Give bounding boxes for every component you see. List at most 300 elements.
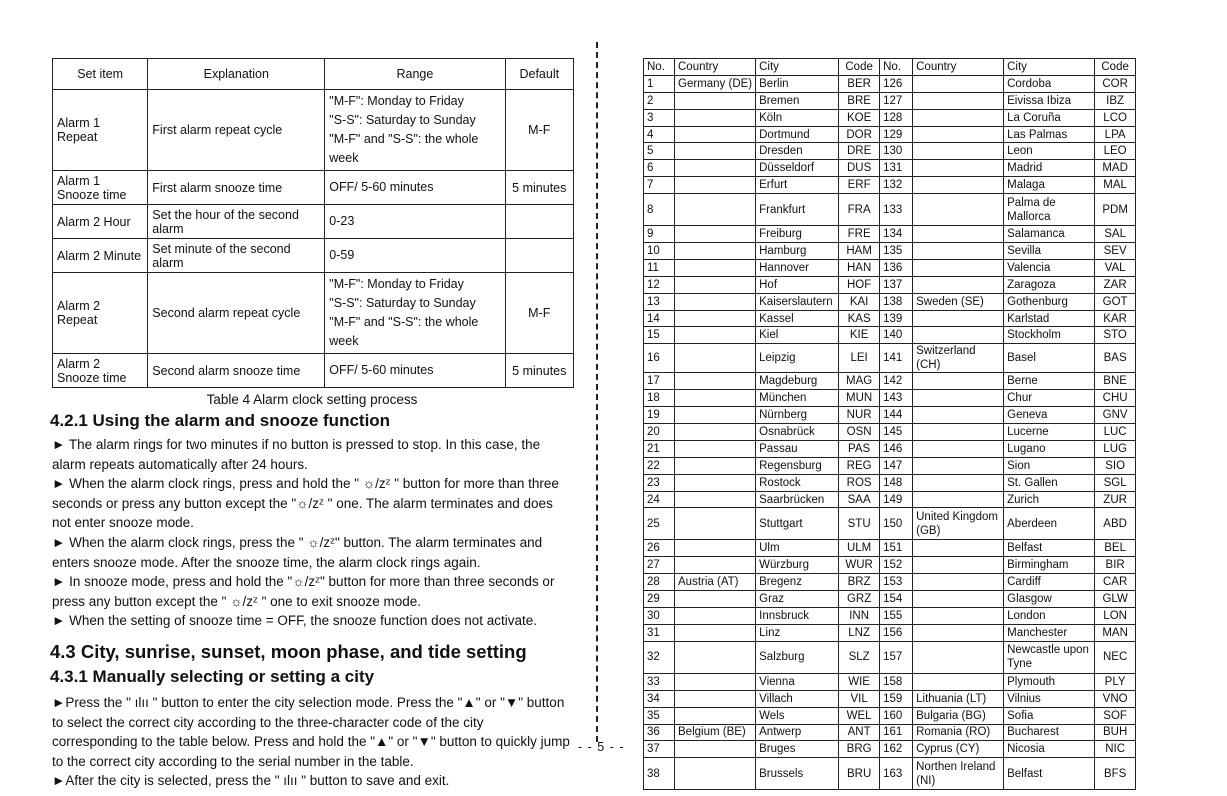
row-country [675, 608, 756, 625]
city-row [644, 373, 1136, 390]
row-city-2: Lucerne [1004, 424, 1095, 441]
row-code-2: LPA [1095, 126, 1136, 143]
row-city: Osnabrück [756, 424, 839, 441]
section-heading-43: 4.3 City, sunrise, sunset, moon phase, and tide setting [50, 640, 527, 662]
row-code-2: MAL [1095, 177, 1136, 194]
row-no: 25 [644, 508, 675, 540]
row-country [675, 707, 756, 724]
setting-range [325, 354, 505, 388]
row-city-2: Sevilla [1004, 243, 1095, 260]
row-no-2: 132 [880, 177, 913, 194]
row-country-2 [913, 259, 1004, 276]
row-no-2: 152 [880, 557, 913, 574]
row-country [675, 92, 756, 109]
row-code: HAN [839, 259, 880, 276]
row-city-2: Madrid [1004, 160, 1095, 177]
row-country-2 [913, 474, 1004, 491]
header-no: No. [644, 59, 675, 76]
row-country: Belgium (BE) [675, 724, 756, 741]
row-city-2: Sofia [1004, 707, 1095, 724]
row-code: FRE [839, 226, 880, 243]
row-code-2: VAL [1095, 259, 1136, 276]
row-country [675, 673, 756, 690]
settings-row [53, 354, 574, 388]
row-country-2 [913, 276, 1004, 293]
row-city: Antwerp [756, 724, 839, 741]
row-country-2 [913, 75, 1004, 92]
row-country [675, 327, 756, 344]
row-country [675, 457, 756, 474]
city-row [644, 276, 1136, 293]
row-no: 30 [644, 608, 675, 625]
row-code: BER [839, 75, 880, 92]
row-no: 23 [644, 474, 675, 491]
city-row [644, 160, 1136, 177]
range-line: 0-23 [329, 214, 355, 228]
row-code: KOE [839, 109, 880, 126]
row-city: Rostock [756, 474, 839, 491]
setting-range [325, 90, 505, 171]
row-code-2: MAD [1095, 160, 1136, 177]
row-no: 38 [644, 758, 675, 790]
row-country-2 [913, 243, 1004, 260]
row-city-2: Newcastle upon Tyne [1004, 641, 1095, 673]
row-no: 8 [644, 194, 675, 226]
left-page [52, 58, 572, 791]
row-country [675, 508, 756, 540]
row-code: WUR [839, 557, 880, 574]
setting-range [325, 273, 505, 354]
row-country [675, 243, 756, 260]
settings-row [53, 273, 574, 354]
row-city: Würzburg [756, 557, 839, 574]
row-no-2: 138 [880, 293, 913, 310]
row-country [675, 424, 756, 441]
row-code-2: VNO [1095, 690, 1136, 707]
row-country-2: Switzerland (CH) [913, 344, 1004, 373]
row-no: 35 [644, 707, 675, 724]
row-country [675, 276, 756, 293]
city-row [644, 758, 1136, 790]
row-code-2: NEC [1095, 641, 1136, 673]
row-city: Berlin [756, 75, 839, 92]
setting-item: Alarm 1 Snooze time [53, 171, 148, 205]
settings-row [53, 171, 574, 205]
row-city: Innsbruck [756, 608, 839, 625]
row-code: BRG [839, 741, 880, 758]
range-line: 0-59 [329, 248, 355, 262]
row-country [675, 540, 756, 557]
body-paragraph: ► The alarm rings for two minutes if no button is pressed to stop. In this case, the alarm repeats automatically after 24 hours. [52, 437, 541, 472]
row-country [675, 310, 756, 327]
city-row [644, 293, 1136, 310]
row-city: Hannover [756, 259, 839, 276]
city-row [644, 407, 1136, 424]
row-city: Frankfurt [756, 194, 839, 226]
row-no: 5 [644, 143, 675, 160]
row-no-2: 162 [880, 741, 913, 758]
row-code-2: GNV [1095, 407, 1136, 424]
header-code-2: Code [1095, 59, 1136, 76]
row-code: KAI [839, 293, 880, 310]
setting-item: Alarm 2 Snooze time [53, 354, 148, 388]
row-city-2: La Coruña [1004, 109, 1095, 126]
row-country [675, 407, 756, 424]
row-city: Köln [756, 109, 839, 126]
row-code: ULM [839, 540, 880, 557]
row-code: VIL [839, 690, 880, 707]
row-city: Bruges [756, 741, 839, 758]
row-country [675, 624, 756, 641]
range-line: OFF/ 5-60 minutes [329, 180, 434, 194]
row-code: INN [839, 608, 880, 625]
header-no-2: No. [880, 59, 913, 76]
row-code: OSN [839, 424, 880, 441]
row-no-2: 154 [880, 591, 913, 608]
row-city-2: Aberdeen [1004, 508, 1095, 540]
row-code: HOF [839, 276, 880, 293]
range-line: "M-F": Monday to Friday [329, 277, 464, 291]
row-no: 10 [644, 243, 675, 260]
row-no-2: 157 [880, 641, 913, 673]
row-no: 33 [644, 673, 675, 690]
row-city-2: Eivissa Ibiza [1004, 92, 1095, 109]
header-range: Range [325, 59, 505, 90]
city-row [644, 310, 1136, 327]
row-code: PAS [839, 440, 880, 457]
city-row [644, 92, 1136, 109]
row-code: WEL [839, 707, 880, 724]
row-no: 13 [644, 293, 675, 310]
row-country [675, 259, 756, 276]
row-no: 3 [644, 109, 675, 126]
row-no-2: 147 [880, 457, 913, 474]
row-city-2: Manchester [1004, 624, 1095, 641]
setting-explanation: Set the hour of the second alarm [148, 205, 325, 239]
row-city-2: Malaga [1004, 177, 1095, 194]
city-row [644, 608, 1136, 625]
row-code: KAS [839, 310, 880, 327]
row-country-2 [913, 491, 1004, 508]
row-code-2: BEL [1095, 540, 1136, 557]
row-no-2: 128 [880, 109, 913, 126]
header-set-item: Set item [53, 59, 148, 90]
row-city: Stuttgart [756, 508, 839, 540]
row-no-2: 144 [880, 407, 913, 424]
city-row [644, 243, 1136, 260]
row-country [675, 177, 756, 194]
city-row [644, 126, 1136, 143]
row-no: 12 [644, 276, 675, 293]
row-city: Regensburg [756, 457, 839, 474]
row-city: Freiburg [756, 226, 839, 243]
row-city-2: Valencia [1004, 259, 1095, 276]
row-code: STU [839, 508, 880, 540]
setting-explanation: First alarm snooze time [148, 171, 325, 205]
row-no: 1 [644, 75, 675, 92]
row-no-2: 133 [880, 194, 913, 226]
settings-body [53, 90, 574, 388]
row-city: Dortmund [756, 126, 839, 143]
row-no-2: 148 [880, 474, 913, 491]
row-city-2: Sion [1004, 457, 1095, 474]
row-city: Saarbrücken [756, 491, 839, 508]
row-code-2: IBZ [1095, 92, 1136, 109]
range-line: "M-F": Monday to Friday [329, 94, 464, 108]
setting-item: Alarm 2 Repeat [53, 273, 148, 354]
row-no: 29 [644, 591, 675, 608]
city-row [644, 474, 1136, 491]
row-city-2: Gothenburg [1004, 293, 1095, 310]
city-row [644, 557, 1136, 574]
row-country [675, 557, 756, 574]
city-header-row [644, 59, 1136, 76]
row-code-2: COR [1095, 75, 1136, 92]
setting-explanation: First alarm repeat cycle [148, 90, 325, 171]
row-city: Nürnberg [756, 407, 839, 424]
section-heading-431: 4.3.1 Manually selecting or setting a city [50, 666, 375, 686]
row-code: MUN [839, 390, 880, 407]
city-row [644, 540, 1136, 557]
row-country-2: Cyprus (CY) [913, 741, 1004, 758]
setting-item: Alarm 1 Repeat [53, 90, 148, 171]
city-row [644, 344, 1136, 373]
row-city-2: Bucharest [1004, 724, 1095, 741]
page-number: - - 5 - - [578, 740, 625, 754]
row-code-2: ZAR [1095, 276, 1136, 293]
row-code: FRA [839, 194, 880, 226]
setting-item: Alarm 2 Minute [53, 239, 148, 273]
row-city: Linz [756, 624, 839, 641]
city-row [644, 75, 1136, 92]
row-city-2: Geneva [1004, 407, 1095, 424]
city-row [644, 724, 1136, 741]
row-code-2: PDM [1095, 194, 1136, 226]
row-city: München [756, 390, 839, 407]
row-code-2: BAS [1095, 344, 1136, 373]
row-no: 20 [644, 424, 675, 441]
city-row [644, 177, 1136, 194]
row-city-2: Karlstad [1004, 310, 1095, 327]
row-city: Kaiserslautern [756, 293, 839, 310]
row-city-2: Birmingham [1004, 557, 1095, 574]
row-city-2: Zurich [1004, 491, 1095, 508]
row-code: ERF [839, 177, 880, 194]
row-country-2: Lithuania (LT) [913, 690, 1004, 707]
row-country-2: Bulgaria (BG) [913, 707, 1004, 724]
row-no-2: 127 [880, 92, 913, 109]
row-city-2: Belfast [1004, 758, 1095, 790]
row-code: BRE [839, 92, 880, 109]
row-country [675, 194, 756, 226]
row-country-2 [913, 457, 1004, 474]
range-line: "M-F" and "S-S": the whole week [329, 132, 479, 165]
range-line: OFF/ 5-60 minutes [329, 363, 434, 377]
row-city-2: St. Gallen [1004, 474, 1095, 491]
row-no-2: 129 [880, 126, 913, 143]
city-row [644, 226, 1136, 243]
row-city-2: Vilnius [1004, 690, 1095, 707]
row-city-2: Berne [1004, 373, 1095, 390]
row-code-2: LUC [1095, 424, 1136, 441]
city-row [644, 641, 1136, 673]
row-city: Brussels [756, 758, 839, 790]
row-country [675, 143, 756, 160]
row-country-2 [913, 574, 1004, 591]
row-country-2 [913, 226, 1004, 243]
row-code-2: SGL [1095, 474, 1136, 491]
row-city: Vienna [756, 673, 839, 690]
city-row [644, 574, 1136, 591]
row-code-2: SAL [1095, 226, 1136, 243]
setting-range [325, 205, 505, 239]
row-no-2: 143 [880, 390, 913, 407]
row-code-2: BFS [1095, 758, 1136, 790]
row-code: REG [839, 457, 880, 474]
row-no-2: 126 [880, 75, 913, 92]
row-no-2: 163 [880, 758, 913, 790]
row-code-2: LUG [1095, 440, 1136, 457]
row-city-2: Leon [1004, 143, 1095, 160]
range-line: "M-F" and "S-S": the whole week [329, 315, 479, 348]
row-city-2: Las Palmas [1004, 126, 1095, 143]
page-divider [596, 42, 598, 742]
section-421-body [52, 435, 572, 631]
row-country-2 [913, 92, 1004, 109]
setting-default: 5 minutes [505, 171, 573, 205]
city-row [644, 690, 1136, 707]
row-no: 16 [644, 344, 675, 373]
setting-default [505, 205, 573, 239]
row-no-2: 160 [880, 707, 913, 724]
row-city: Ulm [756, 540, 839, 557]
row-country [675, 293, 756, 310]
body-paragraph: ► In snooze mode, press and hold the "☼/zᶻ" button for more than three seconds or press any button except the " ☼/zᶻ " one to exit snooze mode. [52, 574, 555, 609]
row-country [675, 440, 756, 457]
row-no-2: 149 [880, 491, 913, 508]
row-country-2 [913, 424, 1004, 441]
row-city-2: Chur [1004, 390, 1095, 407]
row-code: BRZ [839, 574, 880, 591]
row-code: DOR [839, 126, 880, 143]
body-paragraph: ► When the setting of snooze time = OFF, the snooze function does not activate. [52, 613, 538, 629]
city-row [644, 109, 1136, 126]
body-paragraph: ► When the alarm clock rings, press and hold the " ☼/zᶻ " button for more than three seconds or press any button except the "☼/zᶻ " one. The alarm terminates and does not enter snooze mode. [52, 476, 559, 531]
row-no: 9 [644, 226, 675, 243]
range-line: "S-S": Saturday to Sunday [329, 113, 476, 127]
city-row [644, 440, 1136, 457]
row-no: 34 [644, 690, 675, 707]
row-no-2: 140 [880, 327, 913, 344]
setting-explanation: Second alarm repeat cycle [148, 273, 325, 354]
row-no: 37 [644, 741, 675, 758]
header-default: Default [505, 59, 573, 90]
row-no: 18 [644, 390, 675, 407]
city-row [644, 424, 1136, 441]
row-country [675, 373, 756, 390]
row-code-2: MAN [1095, 624, 1136, 641]
row-code-2: LCO [1095, 109, 1136, 126]
row-code: LNZ [839, 624, 880, 641]
city-body [644, 75, 1136, 789]
row-country: Austria (AT) [675, 574, 756, 591]
row-code-2: BNE [1095, 373, 1136, 390]
header-code: Code [839, 59, 880, 76]
row-city: Bremen [756, 92, 839, 109]
row-country-2 [913, 624, 1004, 641]
city-row [644, 624, 1136, 641]
row-no: 27 [644, 557, 675, 574]
row-no-2: 151 [880, 540, 913, 557]
row-country-2 [913, 310, 1004, 327]
row-country-2 [913, 160, 1004, 177]
city-row [644, 390, 1136, 407]
row-city: Dresden [756, 143, 839, 160]
row-no: 2 [644, 92, 675, 109]
row-code: LEI [839, 344, 880, 373]
city-row [644, 259, 1136, 276]
settings-row [53, 90, 574, 171]
table-caption: Table 4 Alarm clock setting process [206, 392, 418, 407]
row-no: 11 [644, 259, 675, 276]
row-country-2 [913, 641, 1004, 673]
city-row [644, 741, 1136, 758]
row-country-2 [913, 591, 1004, 608]
row-city: Magdeburg [756, 373, 839, 390]
row-code-2: KAR [1095, 310, 1136, 327]
row-no-2: 134 [880, 226, 913, 243]
row-country-2 [913, 109, 1004, 126]
section-heading-421: 4.2.1 Using the alarm and snooze function [50, 411, 391, 430]
body-paragraph: ► When the alarm clock rings, press the " ☼/zᶻ" button. The alarm terminates and enters snooze mode. After the snooze time, the alarm clock rings again. [52, 534, 543, 570]
row-country-2 [913, 327, 1004, 344]
row-code: DRE [839, 143, 880, 160]
setting-default: 5 minutes [505, 354, 573, 388]
row-no-2: 141 [880, 344, 913, 373]
row-city: Wels [756, 707, 839, 724]
row-country-2: Sweden (SE) [913, 293, 1004, 310]
row-city: Düsseldorf [756, 160, 839, 177]
row-code: SAA [839, 491, 880, 508]
row-city-2: Salamanca [1004, 226, 1095, 243]
settings-row [53, 239, 574, 273]
row-no-2: 150 [880, 508, 913, 540]
row-no-2: 135 [880, 243, 913, 260]
row-no-2: 161 [880, 724, 913, 741]
row-code-2: STO [1095, 327, 1136, 344]
row-country [675, 226, 756, 243]
row-code-2: SIO [1095, 457, 1136, 474]
header-country-2: Country [913, 59, 1004, 76]
row-city-2: Palma de Mallorca [1004, 194, 1095, 226]
setting-default [505, 239, 573, 273]
row-no: 36 [644, 724, 675, 741]
header-city-2: City [1004, 59, 1095, 76]
row-no: 7 [644, 177, 675, 194]
row-code-2: GOT [1095, 293, 1136, 310]
row-code: KIE [839, 327, 880, 344]
row-no: 6 [644, 160, 675, 177]
city-row [644, 143, 1136, 160]
setting-default: M-F [505, 273, 573, 354]
row-country-2 [913, 373, 1004, 390]
row-code-2: LON [1095, 608, 1136, 625]
row-code: SLZ [839, 641, 880, 673]
header-city: City [756, 59, 839, 76]
row-code: GRZ [839, 591, 880, 608]
settings-header-row [53, 59, 574, 90]
row-country-2 [913, 440, 1004, 457]
